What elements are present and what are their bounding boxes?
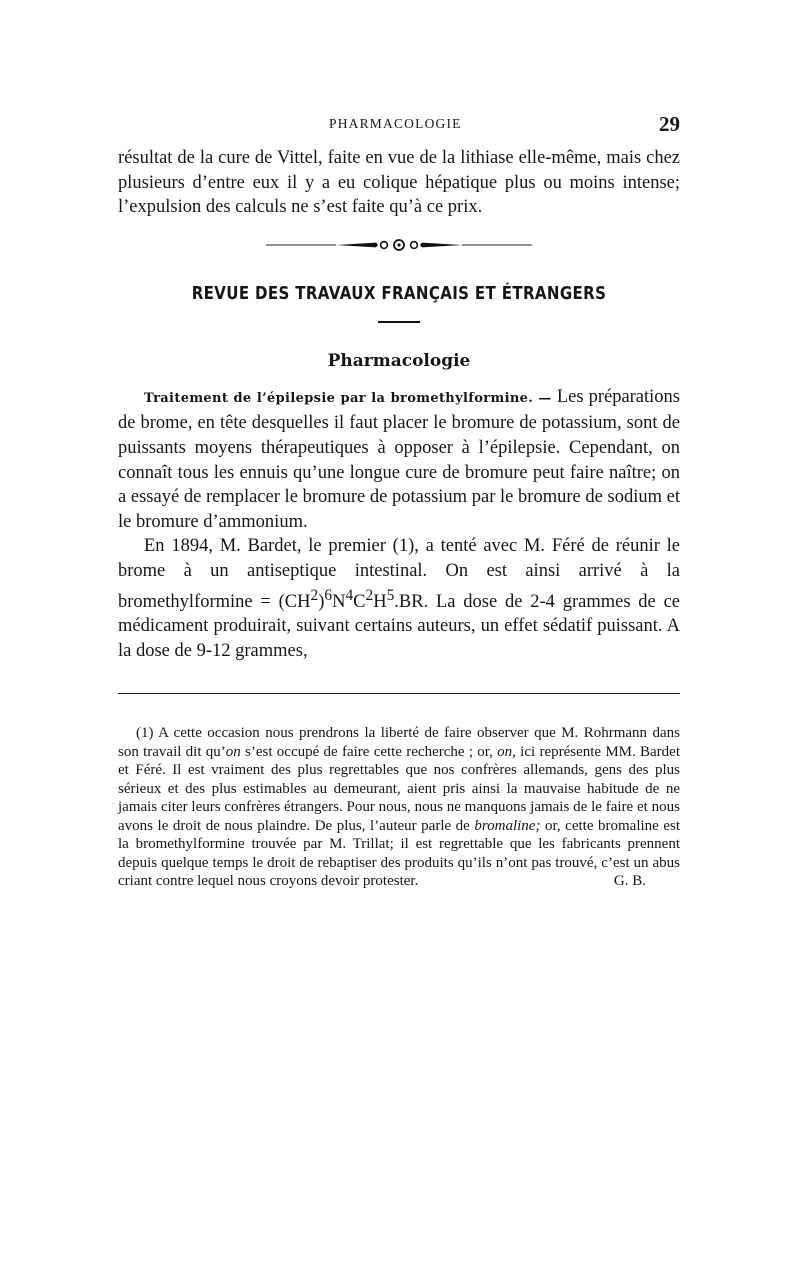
footnote-text: , ici représente MM. Bardet et Féré. Il est vraiment des plus regrettables que nos confrères allemands, gens des plus sérieux et des plus estimables au demeurant, aient pris ainsi la mauvaise habitude de ne jamais citer leurs confrères étrangers. Pour nous, nous ne manquons jamais de le faire et nous avons le droit de nous plaindre. De plus, l’auteur parle de bbox=[118, 743, 681, 834]
footnote-text: (1) A cette occasion nous prendrons la liberté de faire observer que M. Rohrmann dans son travail dit qu’ bbox=[118, 725, 680, 760]
footnote bbox=[118, 724, 680, 891]
article-paragraph-1-text: Les préparations de brome, en tête desquelles il faut placer le bromure de potassium, sont de puissants moyens thérapeutiques à opposer à l’épilepsie. Cependant, on connaît tous les ennuis qu’une longue cure de bromure peut faire naître; on a essayé de remplacer le bromure de potassium par le bromure de sodium et le bromure d’ammonium. bbox=[118, 386, 681, 532]
footnote-text: or, cette bromaline est la bromethylformine trouvée par M. Trillat; il est regrettable que les fabricants prennent depuis quelque temps le droit de rebaptiser des produits qu’ils n’ont pas trouvé, c’est un abus criant contre lequel nous croyons devoir protester. bbox=[118, 817, 681, 890]
article-paragraph-1 bbox=[118, 385, 680, 535]
formula-superscript: 6 bbox=[324, 586, 333, 604]
formula-superscript: 5 bbox=[386, 586, 395, 604]
section-title: REVUE DES TRAVAUX FRANÇAIS ET ÉTRANGERS bbox=[191, 283, 607, 304]
decorative-divider-ornament bbox=[266, 237, 532, 253]
intro-paragraph: résultat de la cure de Vittel, faite en vue de la lithiase elle-même, mais chez plusieurs d’entre eux il y a eu colique hépatique plus ou moins intense; l’expulsion des calculs ne s’est faite qu’à ce prix. bbox=[118, 148, 680, 218]
footnote-divider bbox=[118, 693, 680, 694]
page-number: 29 bbox=[659, 112, 680, 136]
subsection-title: Pharmacologie bbox=[327, 350, 471, 371]
footnote-text: s’est occupé de faire cette recherche ; or, bbox=[240, 743, 498, 760]
footnote-signature: G. B. bbox=[613, 873, 646, 890]
formula-superscript: 2 bbox=[365, 586, 374, 604]
formula-superscript: 2 bbox=[310, 586, 319, 604]
article-title: Traitement de l’épilepsie par la bromethylformine. — bbox=[144, 390, 552, 406]
book-page bbox=[118, 100, 680, 891]
running-title: PHARMACOLOGIE bbox=[329, 116, 462, 131]
formula-part: N bbox=[332, 591, 346, 612]
article-paragraph-2 bbox=[118, 534, 680, 663]
footnote-italic: on bbox=[225, 743, 241, 760]
formula-part: H bbox=[373, 591, 387, 612]
article bbox=[118, 385, 680, 664]
footnote-italic: on bbox=[497, 743, 513, 760]
formula-superscript: 4 bbox=[345, 586, 354, 604]
paragraph-2-intro: En 1894, M. Bardet, le premier (1), a tenté avec M. Féré de réunir le brome à un antiseptique intestinal. On est ainsi arrivé à la bromethylformine = (CH bbox=[118, 536, 680, 612]
paragraph-2-rest: .BR. La dose de 2-4 grammes de ce médicament produirait, suivant certains auteurs, un effet sédatif puissant. A la dose de 9-12 grammes, bbox=[118, 591, 680, 661]
running-header bbox=[118, 100, 680, 142]
formula-part: C bbox=[353, 591, 366, 612]
footnote-italic: bromaline; bbox=[474, 817, 541, 834]
formula-part: ) bbox=[318, 591, 325, 612]
section-title-rule bbox=[378, 321, 420, 323]
